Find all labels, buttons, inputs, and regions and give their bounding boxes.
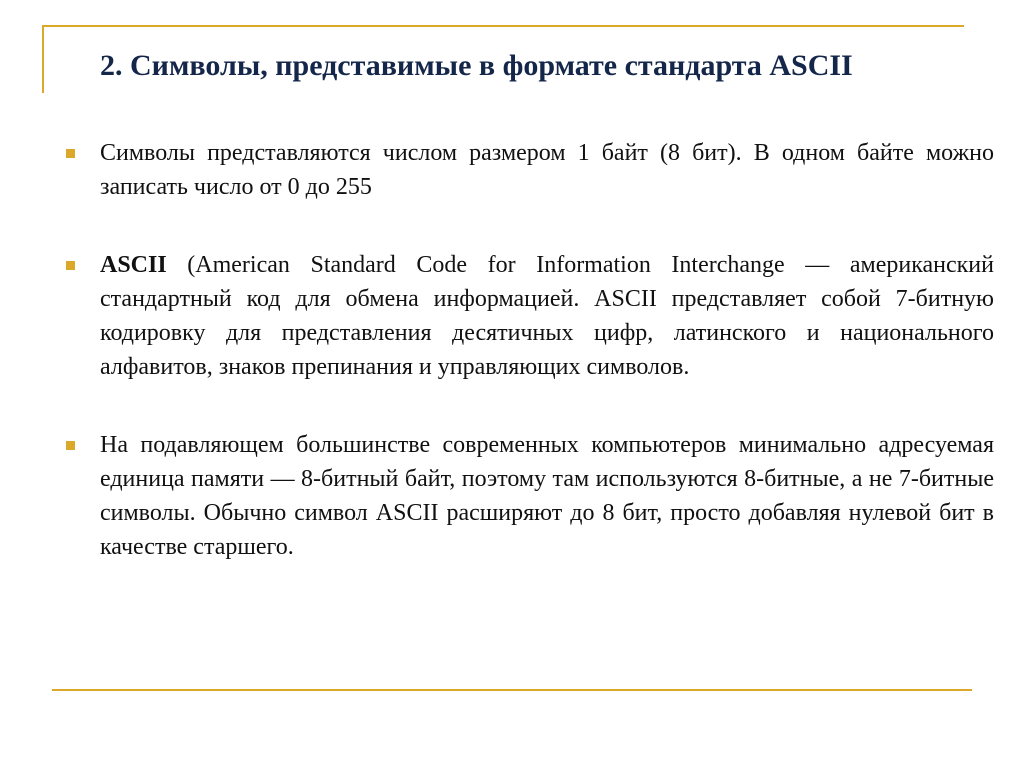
slide-title: 2. Символы, представимые в формате стандарта ASCII: [100, 49, 853, 82]
bottom-frame-line: [52, 689, 972, 691]
bullet-item-8bit: [66, 428, 994, 564]
bullet-item-ascii: [66, 248, 994, 384]
top-frame-line: [42, 25, 964, 27]
bullet-text: (American Standard Code for Information Interchange — американский стандартный код для обмена информацией. ASCII представляет собой 7-битную кодировку для представления десятичных цифр, латинского и национального алфавитов, знаков препинания и управляющих символов.: [100, 252, 994, 380]
bullet-list: [66, 136, 994, 564]
bullet-text: Символы представляются числом размером 1 байт (8 бит). В одном байте можно записать число от 0 до 255: [100, 140, 994, 200]
bullet-square-icon: [66, 441, 75, 450]
left-frame-line: [42, 25, 44, 93]
bullet-square-icon: [66, 149, 75, 158]
bullet-square-icon: [66, 261, 75, 270]
bullet-lead: ASCII: [100, 252, 167, 278]
bullet-text: На подавляющем большинстве современных компьютеров минимально адресуемая единица памяти — 8-битный байт, поэтому там используются 8-битные, а не 7-битные символы. Обычно символ ASCII расширяют до 8 бит, просто добавляя нулевой бит в качестве старшего.: [100, 432, 994, 560]
bullet-item-bytes: [66, 136, 994, 204]
